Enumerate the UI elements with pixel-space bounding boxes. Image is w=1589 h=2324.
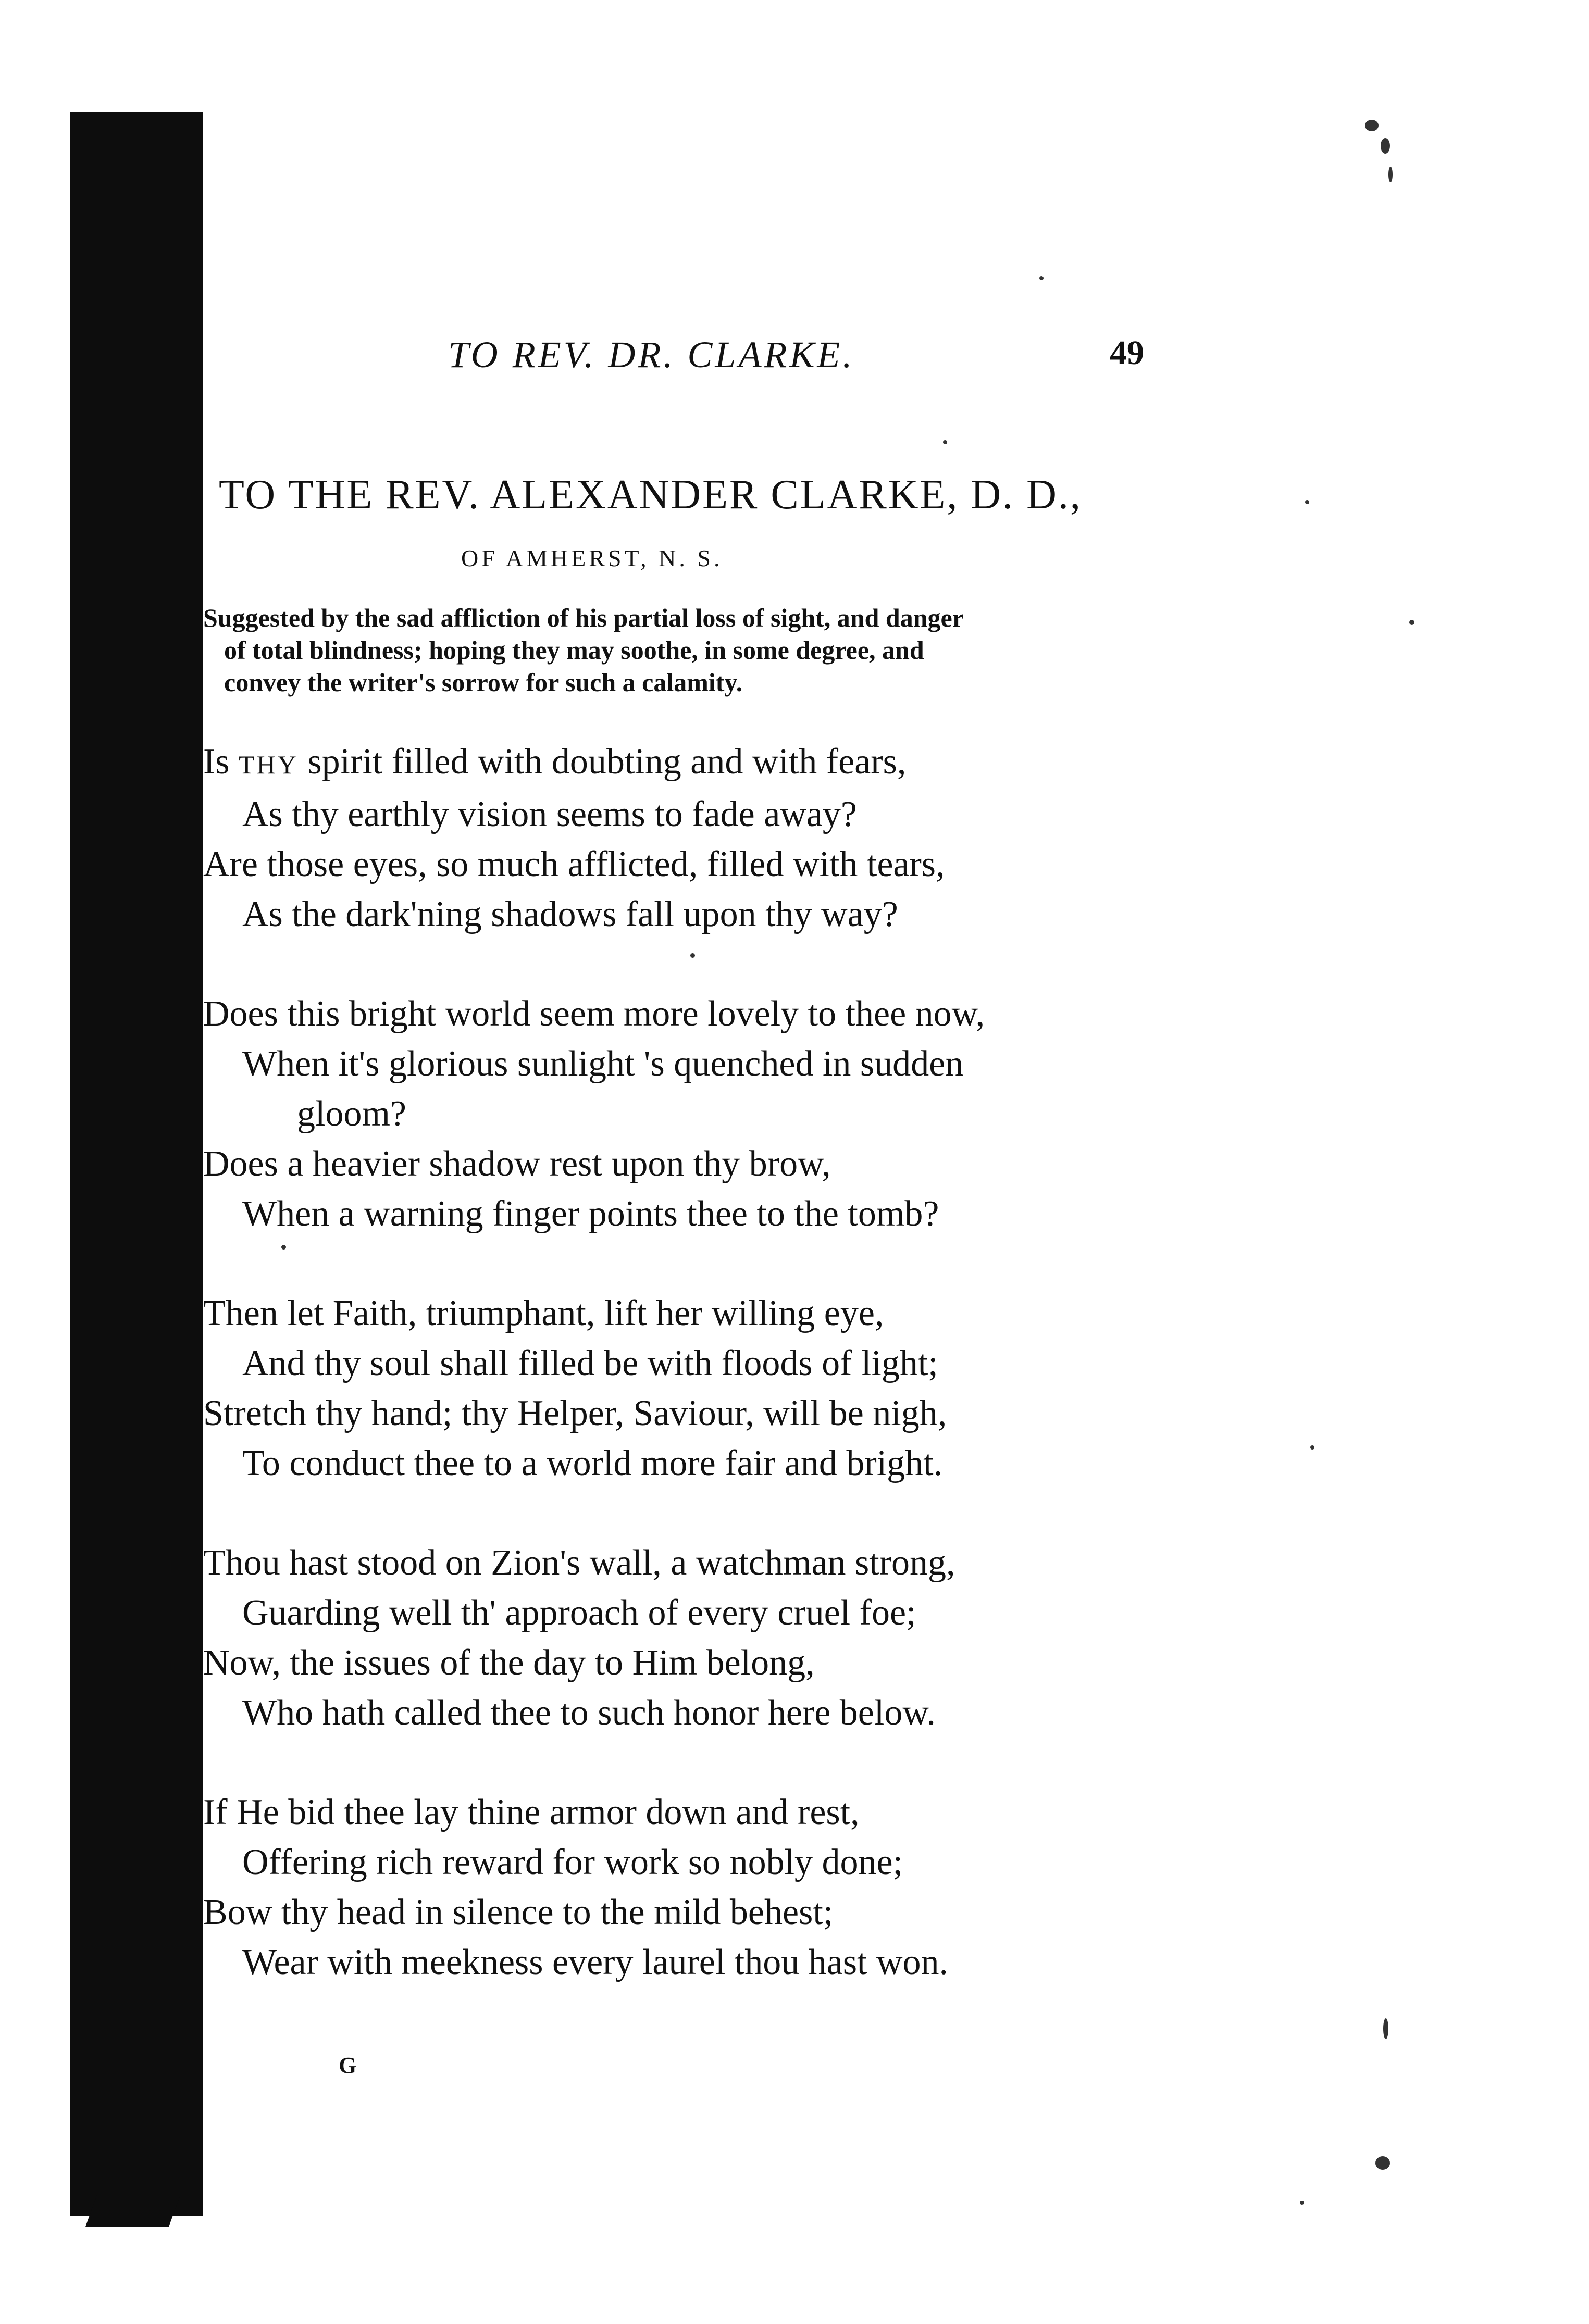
stanza-1 bbox=[203, 737, 1245, 940]
stanza-2 bbox=[203, 989, 1245, 1239]
verse-line: Thou hast stood on Zion's wall, a watchman strong, bbox=[203, 1543, 955, 1583]
page-binding-edge bbox=[70, 112, 203, 2216]
scan-speck bbox=[1375, 2156, 1390, 2170]
verse-line-end: spirit filled with doubting and with fears, bbox=[298, 742, 907, 782]
scan-speck bbox=[943, 440, 947, 444]
scan-speck bbox=[1388, 167, 1393, 182]
verse-line: And thy soul shall filled be with floods of light; bbox=[242, 1343, 938, 1383]
poem-body bbox=[203, 737, 1245, 2037]
verse-line: Bow thy head in silence to the mild behest; bbox=[203, 1892, 834, 1932]
scan-speck bbox=[1381, 138, 1390, 154]
scan-speck bbox=[1039, 276, 1044, 280]
stanza-5 bbox=[203, 1788, 1245, 1988]
poem-subtitle: OF AMHERST, N. S. bbox=[461, 545, 723, 571]
note-line: Suggested by the sad affliction of his partial loss of sight, and danger bbox=[203, 603, 964, 632]
verse-line: Stretch thy hand; thy Helper, Saviour, will be nigh, bbox=[203, 1393, 947, 1433]
verse-line: As the dark'ning shadows fall upon thy way? bbox=[242, 894, 898, 934]
verse-line: Now, the issues of the day to Him belong, bbox=[203, 1643, 815, 1683]
verse-line: Wear with meekness every laurel thou hast won. bbox=[242, 1942, 949, 1982]
note-line: convey the writer's sorrow for such a calamity. bbox=[224, 668, 743, 697]
verse-line: When it's glorious sunlight 's quenched in sudden bbox=[242, 1044, 964, 1084]
verse-line: Guarding well th' approach of every cruel foe; bbox=[242, 1593, 916, 1633]
scan-speck bbox=[1310, 1445, 1314, 1450]
stanza-4 bbox=[203, 1538, 1245, 1738]
scan-speck bbox=[1383, 2018, 1388, 2039]
verse-line: Then let Faith, triumphant, lift her willing eye, bbox=[203, 1293, 884, 1333]
verse-line: As thy earthly vision seems to fade away? bbox=[242, 794, 857, 834]
signature-mark: G bbox=[339, 2053, 357, 2078]
verse-line: To conduct thee to a world more fair and bright. bbox=[242, 1443, 943, 1483]
scan-speck bbox=[1365, 120, 1379, 131]
verse-line: Who hath called thee to such honor here below. bbox=[242, 1693, 936, 1733]
poem-title: TO THE REV. ALEXANDER CLARKE, D. D., bbox=[219, 472, 1082, 518]
scan-speck bbox=[1300, 2201, 1304, 2205]
verse-line: Are those eyes, so much afflicted, filled with tears, bbox=[203, 844, 945, 884]
verse-line bbox=[203, 737, 1245, 790]
verse-line: Offering rich reward for work so nobly done; bbox=[242, 1842, 903, 1882]
small-caps-word: THY bbox=[239, 750, 299, 779]
binding-edge-tail bbox=[85, 2195, 180, 2227]
running-head-title: TO REV. DR. CLARKE. bbox=[448, 334, 855, 376]
note-line: of total blindness; hoping they may soothe, in some degree, and bbox=[224, 635, 924, 665]
verse-line: If He bid thee lay thine armor down and rest, bbox=[203, 1792, 860, 1832]
verse-line: When a warning finger points thee to the tomb? bbox=[242, 1194, 939, 1234]
page-number: 49 bbox=[1110, 334, 1144, 372]
stanza-3 bbox=[203, 1289, 1245, 1489]
dedication-note bbox=[203, 602, 1162, 698]
verse-line: Does this bright world seem more lovely to thee now, bbox=[203, 994, 985, 1034]
scan-speck bbox=[1409, 620, 1414, 625]
verse-line: Does a heavier shadow rest upon thy brow, bbox=[203, 1144, 831, 1184]
scan-speck bbox=[1305, 500, 1309, 504]
verse-line-continuation: gloom? bbox=[297, 1094, 406, 1134]
verse-line-start: Is bbox=[203, 742, 239, 782]
